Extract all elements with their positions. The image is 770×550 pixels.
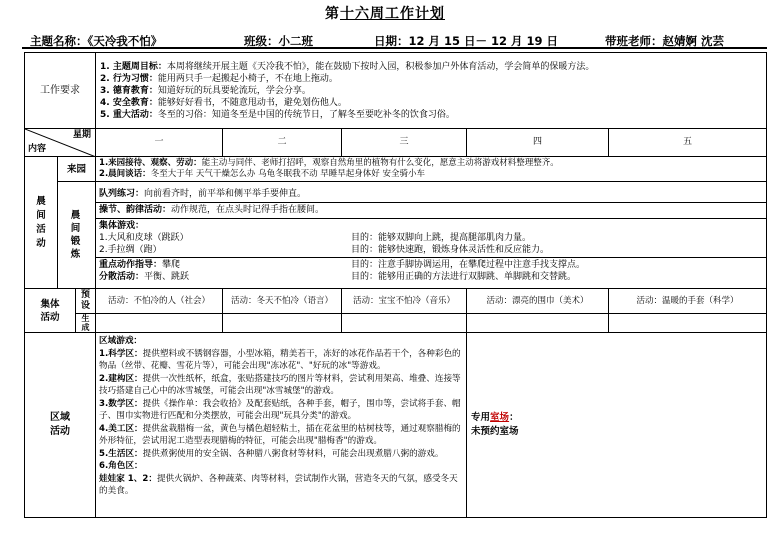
game-name: 2.手拉绸（跑）	[99, 244, 162, 255]
requirements-row	[25, 53, 767, 129]
header-rule	[22, 47, 767, 49]
teachers: 带班老师：赵婧婀 沈芸	[605, 34, 725, 48]
week-number: 十六	[340, 6, 370, 22]
generated-tue	[223, 314, 342, 333]
group-activity-preset-row	[25, 289, 767, 314]
exercise-label: 晨间锻炼	[58, 182, 96, 289]
exercise-content: 队列练习：向前看齐时，前平举和侧平举手要伸直。 操节、韵律活动：动作规范，在点头时记得手指在腰间。 集体游戏： 1.大风和皮球（跳跃） 目的：能够双脚向上跳，提高腿部肌肉力量。 2.手拉绸（跑） 目的：能够快速跑，锻炼身体灵活性和反应能力。 重点动作指导：攀爬 目的：注意手脚协调运用，在攀爬过程中注意手找支撑点。 分散活动：平衡、跳跃 目的：能够用正确的方法进行双脚跳、单脚跳和交替跳。	[96, 182, 767, 289]
requirement-item: 1. 主题周目标：本周将继续开展主题《天冷我不怕》，能在鼓励下按时入园，积极参加户外体育活动，学会简单的保暖方法。	[100, 61, 595, 72]
arrival-content: 1.来园接待、观察、劳动：能主动与同伴、老师打招呼，观察自然角里的植物有什么变化，愿意主动将游戏材料整理整齐。 2.晨间谈话：冬至大于年 天气干燥怎么办 乌龟冬眠我不动 早睡早起身体好 安全骑小车	[96, 157, 767, 182]
activity-fri: 活动：温暖的手套（科学）	[609, 289, 767, 314]
region-item: 3.数学区：提供《操作单：我会收拾》及配套贴纸，各种手套，帽子，围巾等，尝试将手套、帽子、围巾实物进行匹配和分类摆放，可能会出现"玩具分类"的游戏。	[99, 398, 461, 421]
generated-fri	[609, 314, 767, 333]
weekday-mon: 一	[96, 129, 223, 157]
generated-label: 生成	[76, 314, 96, 333]
date-range: 日期：12 月 15 日－ 12 月 19 日	[374, 34, 559, 48]
requirement-item: 4. 安全教育：能够好好看书，不随意甩动书，避免划伤他人。	[100, 97, 347, 108]
requirements-content	[96, 53, 767, 129]
group-activity-label: 集体活动	[25, 289, 76, 333]
arrival-label: 来园	[58, 157, 96, 182]
exercise-row	[25, 182, 767, 289]
group-activity-generated-row	[25, 314, 767, 333]
region-item: 1.科学区：提供塑料或不锈钢容器，小型冰箱，精美若干，冻好的冰花作品若干个，各种彩色的物品（丝带、花瓣、雪花片等），可能会出现"冻冰花"、"好玩的冰"等游戏。	[99, 348, 461, 371]
region-item: 4.美工区：提供盆栽腊梅一盆，黄色与橘色超轻粘土，插在花盆里的枯树枝等，通过观察腊梅的外形特征，尝试用泥工造型表现腊梅的特征，可能会出现"腊梅香"的游戏。	[99, 423, 461, 446]
activity-tue: 活动：冬天不怕冷（语言）	[223, 289, 342, 314]
preset-label: 预设	[76, 289, 96, 314]
activity-mon: 活动：不怕冷的人（社会）	[96, 289, 223, 314]
game-name: 1.大风和皮球（跳跃）	[99, 232, 189, 243]
class-name: 班级：小二班	[244, 34, 313, 48]
generated-wed	[342, 314, 467, 333]
weekday-tue: 二	[223, 129, 342, 157]
requirement-item: 2. 行为习惯：能用两只手一起搬起小椅子，不在地上拖动。	[100, 73, 338, 84]
game-goal: 目的：能够快速跑，锻炼身体灵活性和反应能力。	[351, 244, 550, 255]
morning-label: 晨间活动	[25, 157, 58, 289]
weekday-wed: 三	[342, 129, 467, 157]
region-row	[25, 333, 767, 518]
region-item: 娃娃家 1、2：提供火锅炉、各种蔬菜、肉等材料，尝试制作火锅，营造冬天的气氛，感受冬天的美食。	[99, 473, 458, 496]
game-goal: 目的：能够双脚向上跳，提高腿部肌肉力量。	[351, 232, 532, 243]
requirement-item: 3. 德育教育：知道好玩的玩具要轮流玩，学会分享。	[100, 85, 311, 96]
theme-name: 主题名称：《天冷我不怕》	[30, 34, 163, 48]
region-games: 区域游戏： 1.科学区：提供塑料或不锈钢容器，小型冰箱，精美若干，冻好的冰花作品若干个，各种彩色的物品（丝带、花瓣、雪花片等），可能会出现"冻冰花"、"好玩的冰"等游戏。 2.建构区：提供一次性纸杯，纸盒，张贴搭建技巧的图片等材料，尝试利用架高、堆叠、连接等技巧搭建自己心中的冰雪城堡，可能会出现"冰雪城堡"的游戏。 3.数学区：提供《操作单：我会收拾》及配套贴纸，各种手套，帽子，围巾等，尝试将手套、帽子、围巾实物进行匹配和分类摆放，可能会出现"玩具分类"的游戏。 4.美工区：提供盆栽腊梅一盆，黄色与橘色超轻粘土，插在花盆里的枯树枝等，通过观察腊梅的外形特征，尝试用泥工造型表现腊梅的特征，可能会出现"腊梅香"的游戏。 5.生活区：提供煮粥使用的安全锅、各种腊八粥食材等材料，可能会出现煮腊八粥的游戏。 6.角色区： 娃娃家 1、2：提供火锅炉、各种蔬菜、肉等材料，尝试制作火锅，营造冬天的气氛，感受冬天的美食。	[96, 333, 467, 518]
region-item: 2.建构区：提供一次性纸杯，纸盒，张贴搭建技巧的图片等材料，尝试利用架高、堆叠、连接等技巧搭建自己心中的冰雪城堡，可能会出现"冰雪城堡"的游戏。	[99, 373, 461, 396]
plan-table	[24, 52, 767, 518]
weekday-row	[25, 129, 767, 157]
region-item: 6.角色区：	[99, 461, 143, 471]
region-label: 区域活动	[25, 333, 96, 518]
generated-thu	[467, 314, 609, 333]
weekday-fri: 五	[609, 129, 767, 157]
weekday-thu: 四	[467, 129, 609, 157]
requirements-label: 工作要求	[25, 53, 96, 129]
weekday-corner: 星期 内容	[25, 129, 96, 157]
arrival-row	[25, 157, 767, 182]
generated-mon	[96, 314, 223, 333]
activity-wed: 活动：宝宝不怕冷（音乐）	[342, 289, 467, 314]
requirement-item: 5. 重大活动：冬至的习俗：知道冬至是中国的传统节日，了解冬至要吃补冬的饮食习俗。	[100, 109, 455, 120]
region-item: 5.生活区：提供煮粥使用的安全锅、各种腊八粥食材等材料，可能会出现煮腊八粥的游戏。	[99, 448, 444, 459]
special-room: 专用室场： 未预约室场	[467, 333, 767, 518]
plan-header	[22, 29, 767, 49]
activity-thu: 活动：漂亮的围巾（美术）	[467, 289, 609, 314]
page-title: 第十六周工作计划	[325, 6, 445, 22]
group-games: 集体游戏： 1.大风和皮球（跳跃） 目的：能够双脚向上跳，提高腿部肌肉力量。 2.手拉绸（跑） 目的：能够快速跑，锻炼身体灵活性和反应能力。	[96, 219, 766, 258]
